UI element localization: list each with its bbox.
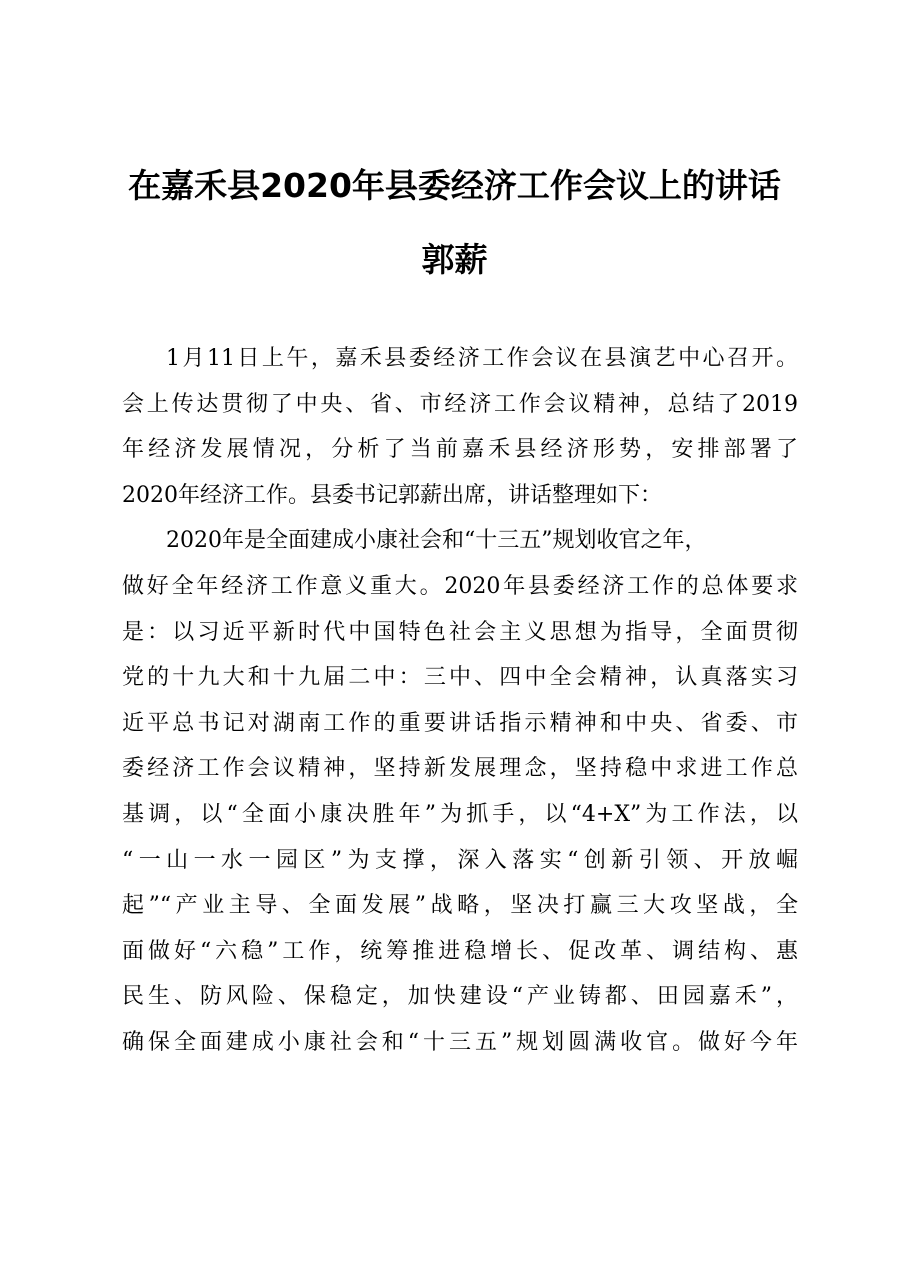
text-line: 做好全年经济工作意义重大。2020年县委经济工作的总体要求 <box>122 573 798 599</box>
text-line: “一山一水一园区”为支撑，深入落实“创新引领、开放崛 <box>122 847 798 873</box>
document-body <box>122 336 798 1066</box>
text-line: 民生、防风险、保稳定，加快建设“产业铸都、田园嘉禾”， <box>122 984 798 1010</box>
text-line: 会上传达贯彻了中央、省、市经济工作会议精神，总结了2019 <box>122 391 798 417</box>
text-line: 确保全面建成小康社会和“十三五”规划圆满收官。做好今年 <box>122 1029 798 1055</box>
text-line: 面做好“六稳”工作，统筹推进稳增长、促改革、调结构、惠 <box>122 938 798 964</box>
text-line: 党的十九大和十九届二中：三中、四中全会精神，认真落实习 <box>122 665 798 691</box>
text-line: 1月11日上午，嘉禾县委经济工作会议在县演艺中心召开。 <box>166 346 798 371</box>
document-author: 郭薪 <box>421 240 488 279</box>
text-line: 起”“产业主导、全面发展”战略，坚决打赢三大攻坚战，全 <box>122 893 798 919</box>
text-line: 2020年是全面建成小康社会和“十三五”规划收官之年， <box>166 528 707 554</box>
document-title: 在嘉禾县2020年县委经济工作会议上的讲话 <box>128 166 781 205</box>
text-line: 2020年经济工作。县委书记郭薪出席，讲话整理如下： <box>122 482 662 508</box>
text-line: 年经济发展情况，分析了当前嘉禾县经济形势，安排部署了 <box>122 437 798 463</box>
text-line: 近平总书记对湖南工作的重要讲话指示精神和中央、省委、市 <box>122 710 798 736</box>
text-line: 委经济工作会议精神，坚持新发展理念，坚持稳中求进工作总 <box>122 756 798 782</box>
text-line: 基调，以“全面小康决胜年”为抓手，以“4+X”为工作法，以 <box>122 801 798 827</box>
text-line: 是：以习近平新时代中国特色社会主义思想为指导，全面贯彻 <box>122 619 798 645</box>
